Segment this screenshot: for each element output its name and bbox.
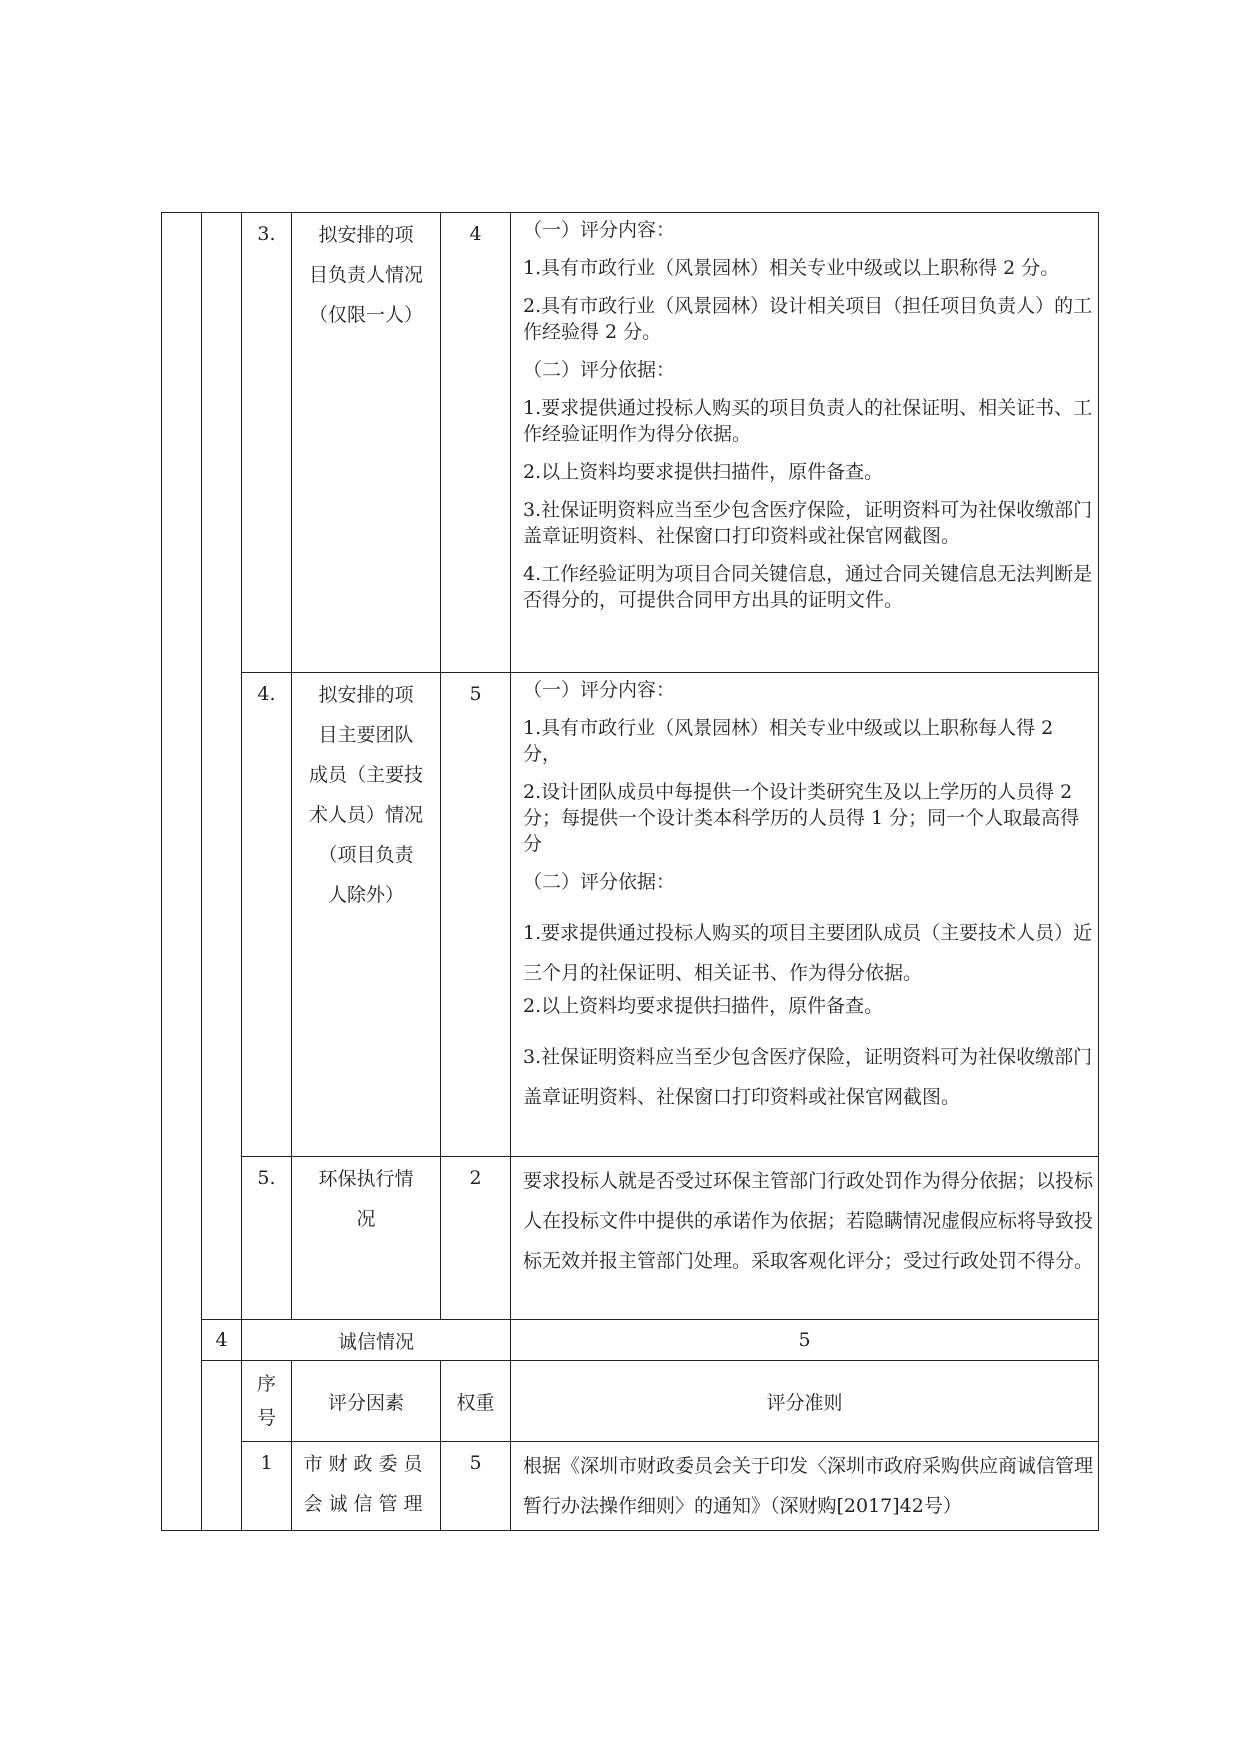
criteria-line: 3.社保证明资料应当至少包含医疗保险，证明资料可为社保收缴部门盖章证明资料、社保窗口打印资料或社保官网截图。 <box>523 1046 1093 1108</box>
row-number: 1 <box>242 1442 292 1531</box>
criteria-line: （二）评分依据： <box>523 871 676 893</box>
table-row <box>162 1157 1099 1320</box>
factor-line: 市财政委员 <box>303 1453 429 1475</box>
section-title: 诚信情况 <box>242 1320 511 1361</box>
row-number: 5. <box>242 1157 292 1320</box>
outer-empty-cell <box>162 213 202 1531</box>
scoring-factor <box>292 213 441 673</box>
section-row <box>162 1320 1099 1361</box>
criteria-line: 要求投标人就是否受过环保主管部门行政处罚作为得分依据；以投标人在投标文件中提供的承诺作为依据；若隐瞒情况虚假应标将导致投标无效并报主管部门处理。采取客观化评分；受过行政处罚不得分。 <box>523 1170 1094 1272</box>
header-row <box>162 1361 1099 1442</box>
criteria-line: 1.要求提供通过投标人购买的项目主要团队成员（主要技术人员）近三个月的社保证明、相关证书、作为得分依据。 <box>523 922 1093 984</box>
header-weight: 权重 <box>441 1361 511 1442</box>
criteria-line: 2.设计团队成员中每提供一个设计类研究生及以上学历的人员得 2 分；每提供一个设计类本科学历的人员得 1 分；同一个人取最高得分 <box>523 781 1080 855</box>
criteria-line: 4.工作经验证明为项目合同关键信息，通过合同关键信息无法判断是否得分的，可提供合同甲方出具的证明文件。 <box>523 563 1093 611</box>
factor-line: 目主要团队 <box>318 724 414 746</box>
criteria-line: （一）评分内容： <box>523 679 676 701</box>
outer-empty-cell <box>202 1361 242 1531</box>
row-number: 3. <box>242 213 292 673</box>
factor-line: 拟安排的项 <box>318 684 414 706</box>
weight: 4 <box>441 213 511 673</box>
criteria-line: 2.以上资料均要求提供扫描件，原件备查。 <box>523 995 884 1017</box>
outer-empty-cell <box>202 213 242 1320</box>
factor-line: 术人员）情况 <box>308 804 423 826</box>
criteria-line: 2.具有市政行业（风景园林）设计相关项目（担任项目负责人）的工作经验得 2 分。 <box>523 295 1093 343</box>
factor-line: 人除外） <box>327 884 404 906</box>
weight: 2 <box>441 1157 511 1320</box>
criteria-line: 1.具有市政行业（风景园林）相关专业中级或以上职称每人得 2 分， <box>523 717 1054 765</box>
table-row <box>162 213 1099 673</box>
header-factor: 评分因素 <box>292 1361 441 1442</box>
scoring-criteria <box>511 1157 1099 1320</box>
table-row <box>162 1442 1099 1531</box>
factor-line: 成员（主要技 <box>308 764 423 786</box>
factor-line: 拟安排的项 <box>318 224 414 246</box>
criteria-line: 1.要求提供通过投标人购买的项目负责人的社保证明、相关证书、工作经验证明作为得分依据。 <box>523 397 1093 445</box>
scoring-factor <box>292 1157 441 1320</box>
criteria-line: 1.具有市政行业（风景园林）相关专业中级或以上职称得 2 分。 <box>523 257 1060 279</box>
scoring-table <box>161 212 1099 1531</box>
factor-line: （仅限一人） <box>308 304 423 326</box>
criteria-line: 2.以上资料均要求提供扫描件，原件备查。 <box>523 461 884 483</box>
factor-line: 目负责人情况 <box>308 264 423 286</box>
section-number: 4 <box>202 1320 242 1361</box>
row-number: 4. <box>242 673 292 1157</box>
scoring-criteria <box>511 213 1099 673</box>
header-criteria: 评分准则 <box>511 1361 1099 1442</box>
table-row <box>162 673 1099 1157</box>
factor-line: （项目负责 <box>318 844 414 866</box>
factor-line: 况 <box>356 1208 376 1230</box>
criteria-line: （一）评分内容： <box>523 219 676 241</box>
section-score: 5 <box>511 1320 1099 1361</box>
scoring-criteria <box>511 673 1099 1157</box>
weight: 5 <box>441 673 511 1157</box>
scoring-criteria: 根据《深圳市财政委员会关于印发〈深圳市政府采购供应商诚信管理暂行办法操作细则〉的通知》（深财购[2017]42号） <box>511 1442 1099 1531</box>
scoring-factor <box>292 1442 441 1531</box>
scoring-factor <box>292 673 441 1157</box>
weight: 5 <box>441 1442 511 1531</box>
factor-line: 环保执行情 <box>318 1168 414 1190</box>
criteria-line: 3.社保证明资料应当至少包含医疗保险，证明资料可为社保收缴部门盖章证明资料、社保窗口打印资料或社保官网截图。 <box>523 499 1093 547</box>
factor-line: 会诚信管理 <box>303 1493 429 1515</box>
criteria-line: （二）评分依据： <box>523 359 676 381</box>
header-no: 序号 <box>242 1361 292 1442</box>
